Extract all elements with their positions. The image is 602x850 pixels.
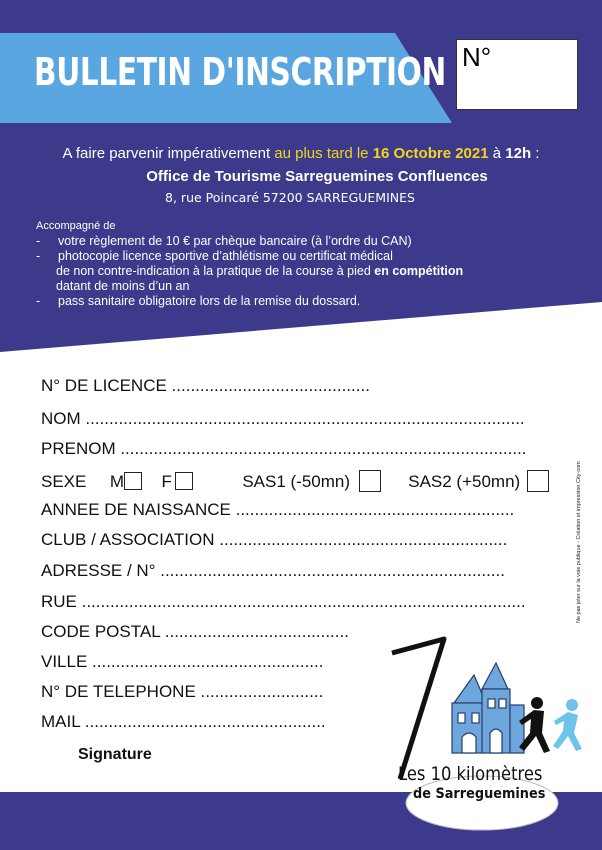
- accompany-item-licence-line2: [36, 264, 463, 279]
- logo-title: Les 10 kilomètres: [398, 763, 543, 785]
- accompany-item2-line1: photocopie licence sportive d’athlétisme ou certificat médical: [58, 249, 393, 263]
- form-title: BULLETIN D'INSCRIPTION: [34, 50, 446, 94]
- sas1-label: SAS1 (-50mn): [242, 472, 351, 491]
- side-note-text: Ne pas jeter sur la voie publique - Création et impression City-com: [576, 461, 582, 623]
- rue-field[interactable]: RUE ..............................................................................................: [41, 592, 526, 611]
- nom-field[interactable]: NOM .............................................................................................: [41, 409, 525, 428]
- accompany-item-licence-line3: [36, 279, 463, 294]
- accompany-item-payment: [36, 234, 463, 249]
- deadline-part1: A faire parvenir impérativement: [62, 145, 275, 162]
- deadline-part4: :: [531, 145, 540, 162]
- office-address: 8, rue Poincaré 57200 SARREGUEMINES: [165, 190, 415, 205]
- accompany-item-licence: [36, 249, 463, 264]
- accompany-item-pass: [36, 294, 463, 309]
- list-dash: -: [36, 249, 41, 263]
- logo-seven-stroke: [392, 639, 444, 779]
- accompany-item2-line3: datant de moins d’un an: [56, 279, 190, 293]
- telephone-field[interactable]: N° DE TELEPHONE ..........................: [41, 682, 324, 701]
- sexe-row: [41, 470, 549, 492]
- office-name: Office de Tourisme Sarreguemines Confluences: [146, 168, 488, 185]
- sas2-label: SAS2 (+50mn): [408, 472, 521, 491]
- logo-subtitle: de Sarreguemines: [413, 786, 546, 802]
- runner-blue-icon: [553, 699, 582, 751]
- deadline-part3: à: [488, 145, 506, 162]
- sas2-checkbox[interactable]: [527, 470, 549, 492]
- race-logo: [374, 633, 594, 833]
- sexe-m-label: M: [109, 472, 124, 491]
- number-label: N°: [462, 42, 492, 72]
- club-field[interactable]: CLUB / ASSOCIATION .............................................................: [41, 530, 508, 549]
- mail-field[interactable]: MAIL ...................................................: [41, 712, 326, 731]
- prenom-field[interactable]: PRENOM ......................................................................................: [41, 439, 527, 458]
- registration-number-box[interactable]: [456, 39, 578, 110]
- deadline-time: 12h: [505, 145, 532, 162]
- diagonal-cut: [0, 302, 602, 362]
- accompany-item2-bold: en compétition: [374, 264, 464, 278]
- side-legal-note: [576, 393, 586, 623]
- accompany-item2-line2: de non contre-indication à la pratique de la course à pied: [56, 264, 375, 278]
- accompany-heading: Accompagné de: [36, 220, 116, 232]
- licence-field[interactable]: N° DE LICENCE ..........................................: [41, 376, 370, 395]
- accompany-item3-text: pass sanitaire obligatoire lors de la remise du dossard.: [58, 294, 361, 308]
- sexe-m-checkbox[interactable]: [124, 472, 142, 490]
- accompany-list: [36, 219, 463, 309]
- adresse-field[interactable]: ADRESSE / N° .........................................................................: [41, 561, 506, 580]
- sas1-checkbox[interactable]: [359, 470, 381, 492]
- castle-icon: [452, 663, 524, 753]
- deadline-date: 16 Octobre 2021: [372, 145, 489, 162]
- annee-field[interactable]: ANNEE DE NAISSANCE ...........................................................: [41, 500, 515, 519]
- accompany-item1-text: votre règlement de 10 € par chèque bancaire (à l’ordre du CAN): [58, 234, 412, 248]
- ville-field[interactable]: VILLE .................................................: [41, 652, 324, 671]
- sexe-label: SEXE: [41, 472, 87, 491]
- deadline-part2: au plus tard le: [274, 145, 373, 162]
- sexe-f-label: F: [161, 472, 172, 491]
- list-dash: -: [36, 294, 41, 308]
- code-postal-field[interactable]: CODE POSTAL .......................................: [41, 622, 349, 641]
- sexe-f-checkbox[interactable]: [175, 472, 193, 490]
- signature-label: Signature: [78, 746, 152, 763]
- deadline-text: [0, 145, 602, 162]
- list-dash: -: [36, 234, 41, 248]
